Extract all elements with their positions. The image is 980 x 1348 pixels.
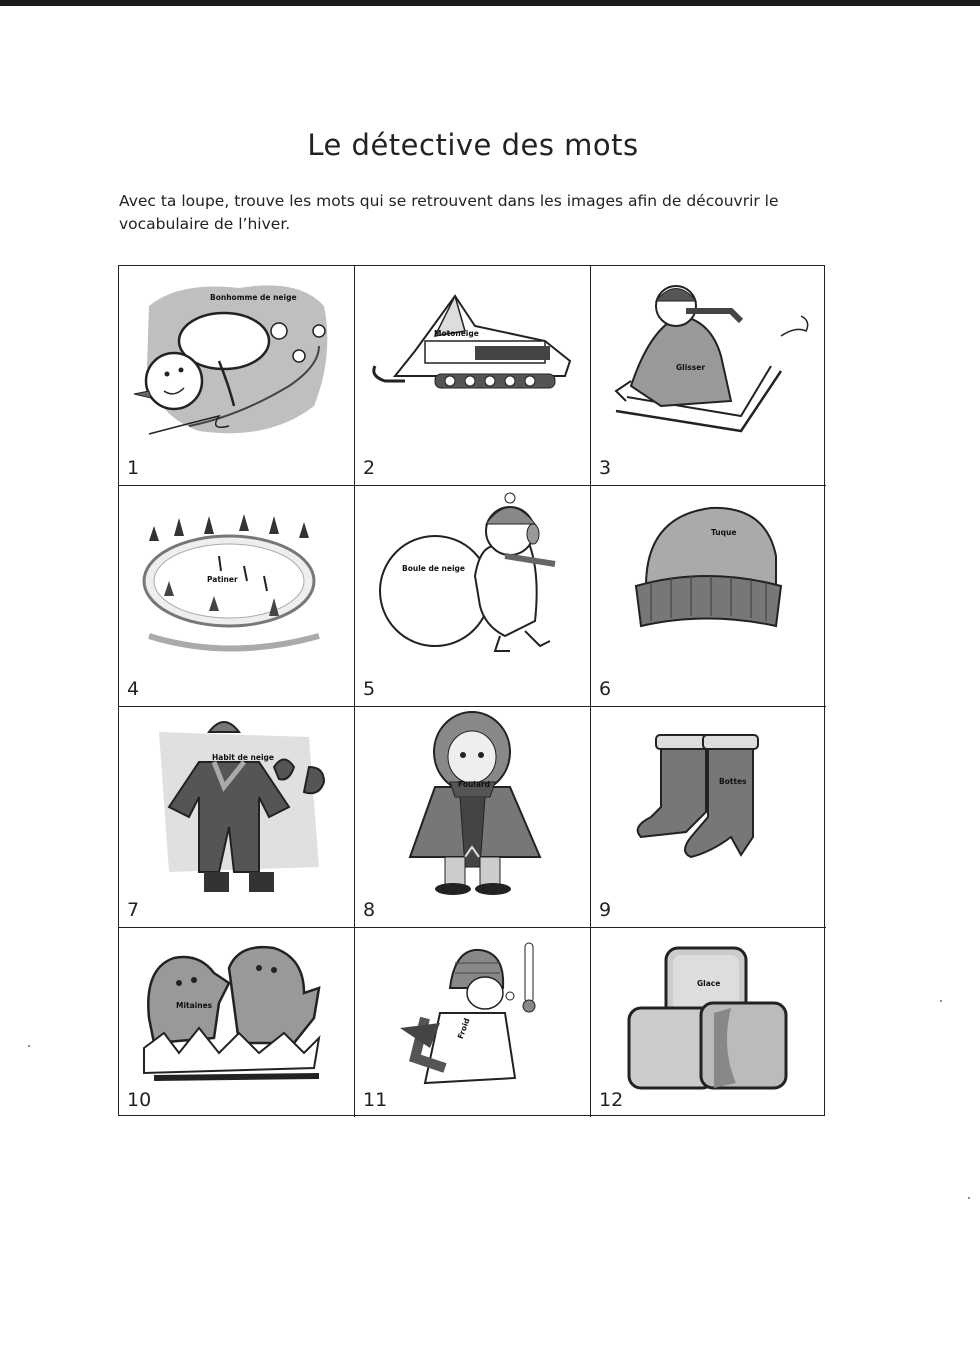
- cell-number: 5: [363, 678, 376, 700]
- scan-speck: [968, 1197, 970, 1199]
- grid-cell-8: [355, 707, 591, 928]
- picture-grid: [118, 265, 825, 1116]
- cell-number: 8: [363, 899, 376, 921]
- hidden-word: Patiner: [207, 575, 238, 584]
- cell-number: 11: [363, 1089, 388, 1111]
- grid-cell-7: [119, 707, 355, 928]
- cell-number: 7: [127, 899, 140, 921]
- cell-number: 12: [599, 1089, 624, 1111]
- grid-cell-11: [355, 928, 591, 1117]
- grid-cell-5: [355, 486, 591, 707]
- hidden-word: Froid: [455, 1016, 472, 1041]
- tuque-icon: [591, 486, 826, 676]
- ice-cubes-icon: [591, 928, 826, 1117]
- hidden-word: Glace: [697, 979, 721, 988]
- snowsuit-icon: [119, 707, 355, 897]
- cell-number: 4: [127, 678, 140, 700]
- cell-number: 10: [127, 1089, 152, 1111]
- snowball-icon: [355, 486, 591, 676]
- hidden-word: Foulard: [458, 780, 491, 789]
- cell-number: 3: [599, 457, 612, 479]
- scan-top-edge: [0, 0, 980, 6]
- hidden-word: Bottes: [719, 777, 747, 786]
- grid-cell-2: [355, 266, 591, 486]
- grid-cell-10: [119, 928, 355, 1117]
- sled-icon: [591, 266, 826, 456]
- cell-number: 9: [599, 899, 612, 921]
- snowmobile-icon: [355, 266, 591, 456]
- grid-cell-3: [591, 266, 826, 486]
- cell-number: 2: [363, 457, 376, 479]
- scan-speck: [28, 1045, 30, 1047]
- cell-number: 6: [599, 678, 612, 700]
- cold-child-icon: [355, 928, 591, 1117]
- grid-cell-9: [591, 707, 826, 928]
- hidden-word: Mitaines: [176, 1001, 213, 1010]
- scarf-child-icon: [355, 707, 591, 897]
- instructions-text: Avec ta loupe, trouve les mots qui se retrouvent dans les images afin de découvrir le vocabulaire de l’hiver.: [119, 192, 779, 233]
- grid-cell-1: [119, 266, 355, 486]
- hidden-word: Motoneige: [434, 329, 479, 338]
- hidden-word: Habit de neige: [212, 753, 274, 762]
- hidden-word: Boule de neige: [402, 564, 465, 573]
- grid-cell-4: [119, 486, 355, 707]
- boots-icon: [591, 707, 826, 897]
- scan-speck: [940, 1000, 942, 1002]
- hidden-word: Tuque: [711, 528, 737, 537]
- grid-cell-12: [591, 928, 826, 1117]
- grid-cell-6: [591, 486, 826, 707]
- mittens-icon: [119, 928, 355, 1117]
- page-title: Le détective des mots: [307, 128, 639, 162]
- cell-number: 1: [127, 457, 140, 479]
- hidden-word: Bonhomme de neige: [210, 293, 297, 302]
- hidden-word: Glisser: [676, 363, 706, 372]
